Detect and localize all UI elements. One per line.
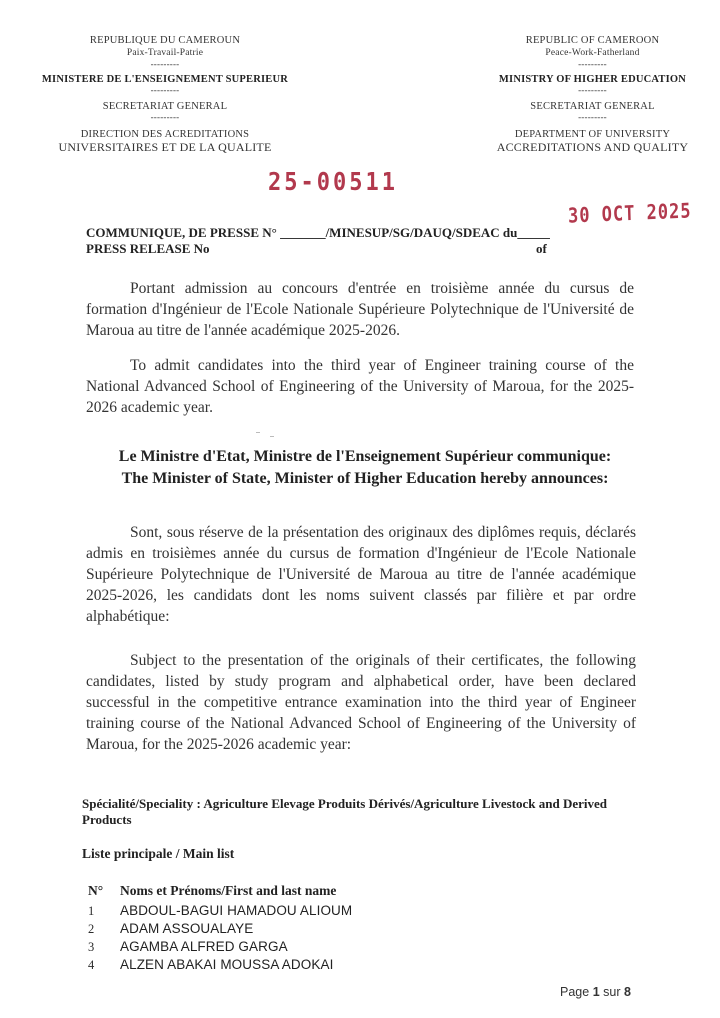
row-number: 1	[88, 904, 95, 918]
row-number: 4	[88, 958, 95, 972]
table-row	[88, 902, 352, 920]
date-stamp: 30 OCT 2025	[567, 199, 692, 229]
speciality-heading: Spécialité/Speciality : Agriculture Elevage Produits Dérivés/Agriculture Livestock and Derived Products	[82, 796, 607, 827]
republic-en: REPUBLIC OF CAMEROON	[525, 35, 660, 46]
header-left	[30, 34, 300, 154]
column-name-header: Noms et Prénoms/First and last name	[120, 883, 337, 898]
candidate-name: ADAM ASSOUALAYE	[120, 921, 254, 936]
motto-en: Peace-Work-Fatherland	[545, 48, 640, 58]
communique-line1: COMMUNIQUE, DE PRESSE N° _______/MINESUP/SG/DAUQ/SDEAC du_____	[86, 225, 550, 240]
press-release-label: PRESS RELEASE No	[86, 241, 210, 256]
body-paragraph-fr: Sont, sous réserve de la présentation des originaux des diplômes requis, déclarés admis en troisièmes année du cursus de formation d'Ingénieur de l'Ecole Nationale Supérieure Polytechnique de l'Université de Maroua au titre de l'année académique 2025-2026, les candidats dont les noms suivent classés par filière et par ordre alphabétique:	[86, 524, 636, 625]
intro-paragraph-en: To admit candidates into the third year of Engineer training course of the National Advanced School of Engineering of the University of Maroua, for the 2025-2026 academic year.	[86, 357, 634, 416]
motto-fr: Paix-Travail-Patrie	[126, 48, 204, 58]
direction-line1: DIRECTION DES ACREDITATIONS	[80, 129, 250, 140]
intro-paragraph-fr: Portant admission au concours d'entrée en troisième année du cursus de formation d'Ingénieur de l'Ecole Nationale Supérieure Polytechnique de l'Université de Maroua au titre de l'année académique 2025-2026.	[86, 280, 634, 339]
secretariat-en: SECRETARIAT GENERAL	[530, 101, 655, 112]
candidate-name: AGAMBA ALFRED GARGA	[120, 939, 288, 954]
page-number	[560, 985, 631, 999]
department-line1: DEPARTMENT OF UNIVERSITY	[514, 129, 671, 140]
page-sep: sur	[603, 985, 621, 999]
ministry-fr: MINISTERE DE L'ENSEIGNEMENT SUPERIEUR	[41, 74, 289, 85]
announcement-fr: Le Ministre d'Etat, Ministre de l'Enseignement Supérieur communique:	[118, 448, 612, 465]
department-line2: ACCREDITATIONS AND QUALITY	[496, 140, 689, 154]
direction-line2: UNIVERSITAIRES ET DE LA QUALITE	[58, 140, 272, 154]
of-label: of	[536, 241, 547, 256]
republic-fr: REPUBLIQUE DU CAMEROUN	[89, 35, 241, 46]
scan-speck	[256, 432, 260, 433]
separator: ---------	[150, 112, 180, 122]
page-current: 1	[592, 985, 600, 999]
page-total: 8	[623, 985, 631, 999]
table-row	[88, 920, 352, 938]
separator: ---------	[578, 59, 607, 69]
candidate-name: ABDOUL-BAGUI HAMADOU ALIOUM	[120, 903, 353, 918]
main-list-label: Liste principale / Main list	[82, 846, 235, 861]
row-number: 3	[88, 940, 95, 954]
separator: ---------	[578, 85, 607, 95]
table-header	[88, 883, 336, 899]
table-row	[88, 938, 352, 956]
secretariat-fr: SECRETARIAT GENERAL	[102, 101, 228, 112]
body-paragraph-en: Subject to the presentation of the originals of their certificates, the following candidates, listed by study program and alphabetical order, have been declared successful in the competitive entrance examination into the third year of Engineer training course of the National Advanced School of Engineering of the University of Maroua, for the 2025-2026 academic year:	[86, 652, 636, 753]
announcement-en: The Minister of State, Minister of Higher Education hereby announces:	[121, 470, 609, 487]
header-right	[480, 34, 705, 154]
separator: ---------	[150, 85, 180, 95]
page-prefix: Page	[560, 985, 590, 999]
communique-heading	[86, 225, 646, 257]
announcement	[60, 446, 670, 490]
separator: ---------	[578, 112, 607, 122]
row-number: 2	[88, 922, 95, 936]
reference-number-stamp: 25-00511	[268, 168, 398, 197]
table-row	[88, 956, 352, 974]
candidate-table	[88, 902, 352, 974]
column-number-header: N°	[88, 883, 104, 898]
ministry-en: MINISTRY OF HIGHER EDUCATION	[498, 74, 687, 85]
scan-speck	[270, 436, 274, 437]
separator: ---------	[150, 59, 180, 69]
candidate-name: ALZEN ABAKAI MOUSSA ADOKAI	[120, 957, 334, 972]
